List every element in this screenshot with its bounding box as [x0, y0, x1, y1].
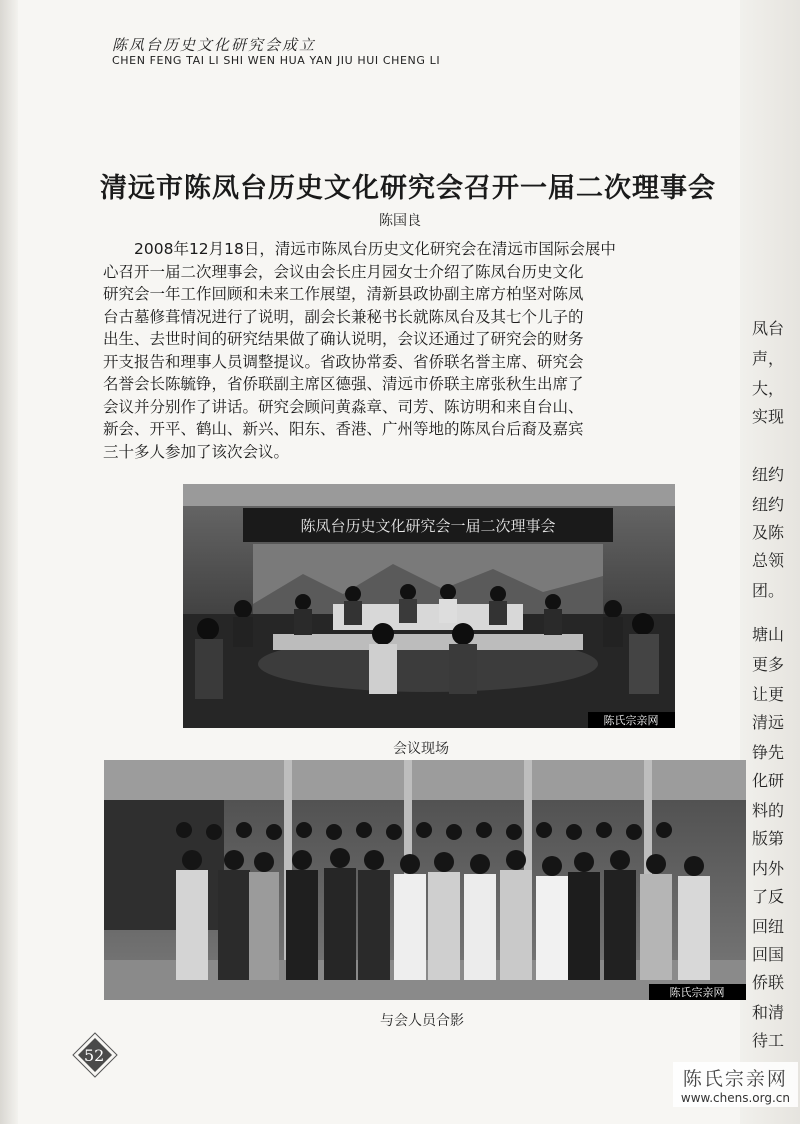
photo-corner-watermark: 陈氏宗亲网 — [669, 986, 725, 999]
article-title: 清远市陈凤台历史文化研究会召开一届二次理事会 — [100, 173, 716, 204]
side-line: 声， — [752, 349, 785, 368]
watermark-name: 陈氏宗亲网 — [682, 1068, 788, 1090]
side-line: 料的 — [752, 801, 785, 820]
photo-corner-watermark: 陈氏宗亲网 — [603, 714, 659, 727]
side-line: 凤台 — [752, 319, 785, 338]
side-line: 实现 — [752, 407, 785, 426]
side-line: 清远 — [752, 713, 785, 732]
side-line: 铮先 — [752, 743, 785, 762]
body-line: 2008年12月18日，清远市陈凤台历史文化研究会在清远市国际会展中 — [103, 240, 616, 258]
side-line: 了反 — [752, 887, 785, 906]
photo-caption-group: 与会人员合影 — [380, 1013, 464, 1029]
side-line: 化研 — [752, 771, 785, 790]
body-line: 心召开一届二次理事会，会议由会长庄月园女士介绍了陈凤台历史文化 — [103, 262, 584, 281]
side-line: 纽约 — [752, 495, 785, 514]
side-line: 塘山 — [752, 625, 785, 644]
body-line: 出生、去世时间的研究结果做了确认说明，会议还通过了研究会的财务 — [103, 330, 584, 348]
side-line: 总领 — [752, 551, 785, 570]
side-line: 内外 — [752, 859, 785, 878]
side-line: 和清 — [752, 1003, 785, 1022]
side-line: 大， — [752, 379, 785, 398]
meeting-scene-image — [183, 484, 675, 728]
meeting-banner-text: 陈凤台历史文化研究会一届二次理事会 — [300, 517, 556, 535]
body-line: 名誉会长陈毓铮，省侨联副主席区德强、清远市侨联主席张秋生出席了 — [103, 375, 584, 393]
page-binding-shadow — [0, 0, 18, 1124]
side-line: 回国 — [752, 945, 785, 964]
watermark-url: www.chens.org.cn — [680, 1091, 790, 1105]
group-photo-image — [104, 760, 746, 1000]
side-line: 待工 — [752, 1031, 785, 1050]
side-line: 及陈 — [752, 523, 785, 542]
side-line: 纽约 — [752, 465, 785, 484]
page-number: 52 — [84, 1046, 105, 1065]
body-line: 三十多人参加了该次会议。 — [103, 442, 290, 461]
article-author: 陈国良 — [379, 213, 421, 229]
body-line: 研究会一年工作回顾和未来工作展望，清新县政协副主席方柏坚对陈凤 — [103, 285, 584, 303]
article-body — [103, 238, 743, 478]
running-header-pinyin: CHEN FENG TAI LI SHI WEN HUA YAN JIU HUI CHENG LI — [112, 54, 441, 67]
body-line: 新会、开平、鹤山、新兴、阳东、香港、广州等地的陈凤台后裔及嘉宾 — [103, 420, 584, 438]
side-line: 让更 — [752, 685, 785, 704]
body-line: 开支报告和理事人员调整提议。省政协常委、省侨联名誉主席、研究会 — [103, 352, 584, 371]
side-line: 团。 — [752, 581, 785, 600]
side-line: 回纽 — [752, 917, 785, 936]
running-header-chinese: 陈凤台历史文化研究会成立 — [112, 36, 317, 54]
meeting-scene-photo — [183, 484, 675, 728]
side-line: 侨联 — [752, 973, 785, 992]
body-line: 台古墓修葺情况进行了说明，副会长兼秘书长就陈凤台及其七个儿子的 — [103, 307, 584, 326]
site-watermark — [673, 1062, 798, 1107]
photo-caption-meeting: 会议现场 — [393, 741, 449, 757]
group-photo — [104, 760, 746, 1000]
side-line: 版第 — [752, 829, 785, 848]
side-line: 更多 — [752, 655, 785, 674]
body-line: 会议并分别作了讲话。研究会顾问黄淼章、司芳、陈访明和来自台山、 — [103, 397, 584, 416]
